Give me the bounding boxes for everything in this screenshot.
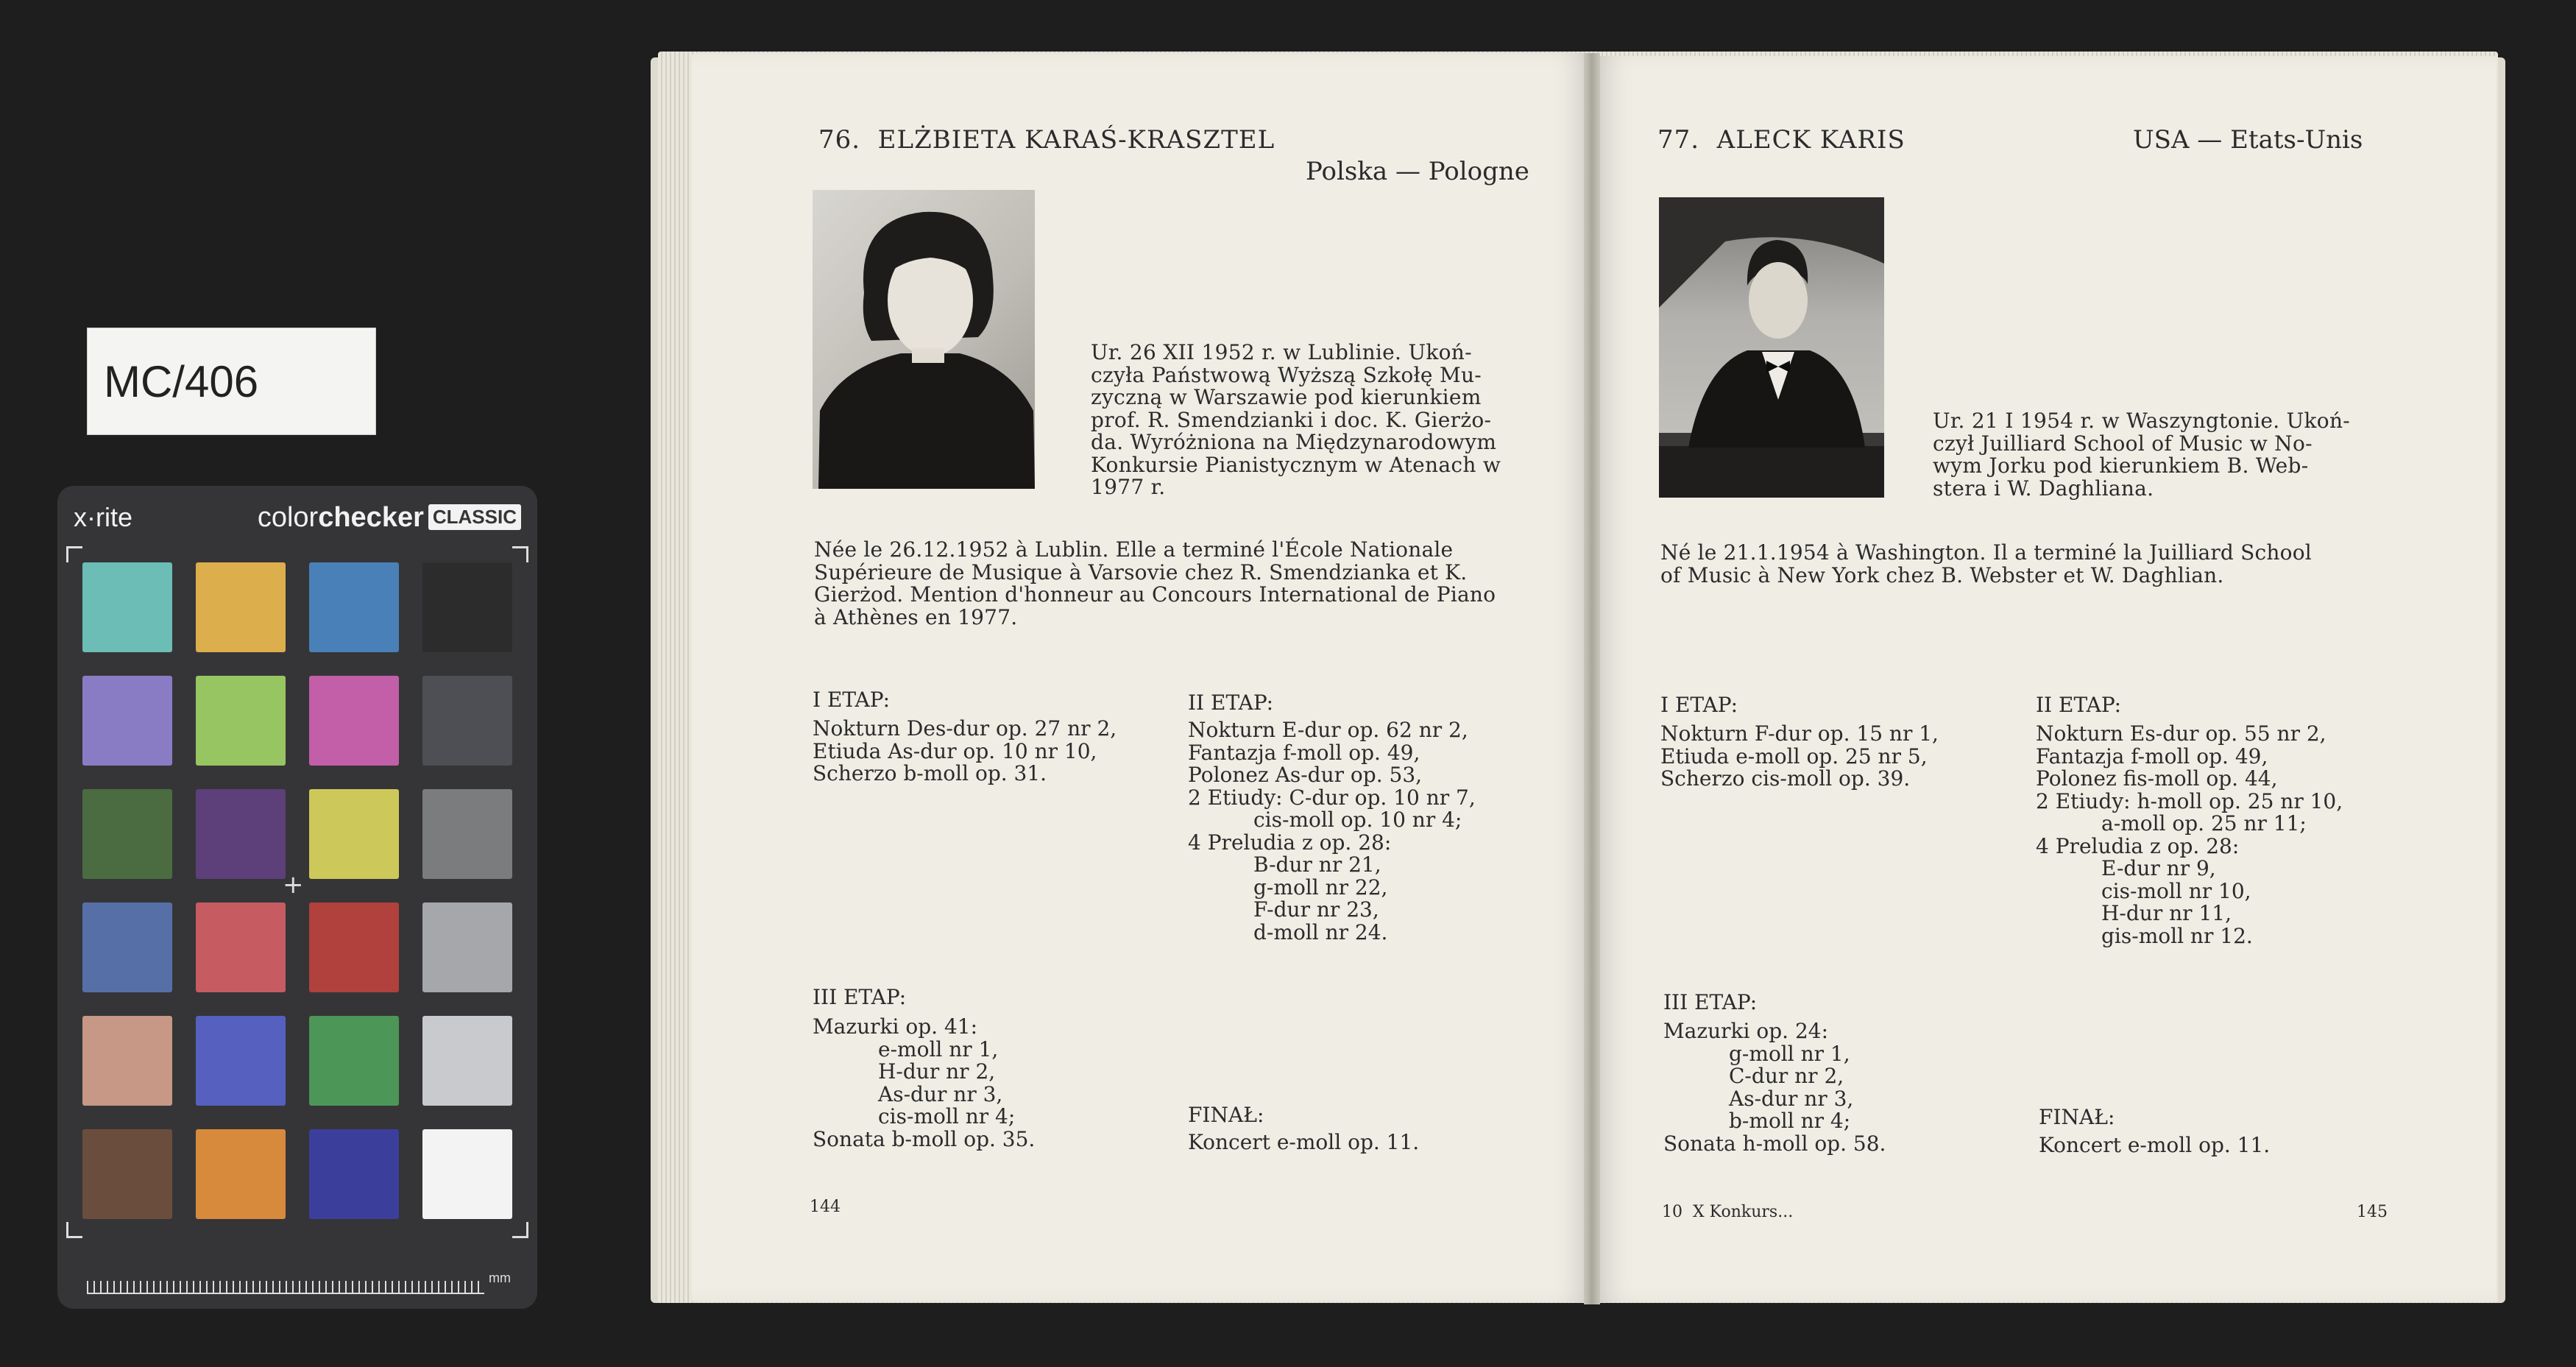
- text-line: Polonez fis-moll op. 44,: [2036, 766, 2278, 791]
- text-line: 2 Etiudy: h-moll op. 25 nr 10,: [2036, 788, 2343, 813]
- color-swatch: [422, 676, 512, 766]
- portrait-photo-karas-krasztel: [813, 190, 1035, 489]
- text-line: 4 Preludia z op. 28:: [2036, 833, 2240, 858]
- etap1-title-left: I ETAP:: [813, 688, 891, 712]
- etap3-title-left: III ETAP:: [813, 985, 907, 1009]
- signature-mark: 10 X Konkurs...: [1662, 1203, 1794, 1221]
- text-line: H-dur nr 2,: [813, 1059, 996, 1084]
- etap2-list-left: [1188, 719, 1476, 944]
- text-line: à Athènes en 1977.: [814, 604, 1018, 629]
- text-line: cis-moll nr 4;: [813, 1104, 1016, 1128]
- color-swatch: [309, 562, 399, 652]
- entry-heading-76: 76. ELŻBIETA KARAŚ-KRASZTEL: [818, 125, 1275, 155]
- color-swatch: [309, 1129, 399, 1219]
- text-line: As-dur nr 3,: [1663, 1086, 1854, 1111]
- text-line: czyła Państwową Wyższą Szkołę Mu-: [1091, 362, 1482, 387]
- text-line: stera i W. Daghliana.: [1933, 476, 2154, 501]
- mm-ruler: [87, 1272, 484, 1294]
- text-line: As-dur nr 3,: [813, 1081, 1003, 1106]
- text-line: wym Jorku pod kierunkiem B. Web-: [1933, 453, 2309, 478]
- etap3-list-left: [813, 1016, 1035, 1151]
- etap1-list-left: [813, 718, 1117, 785]
- color-checker-card: [57, 486, 537, 1309]
- color-swatch: [422, 902, 512, 992]
- text-line: da. Wyróżniona na Międzynarodowym: [1091, 430, 1497, 454]
- color-swatch: [196, 676, 286, 766]
- final-list-right: [2039, 1134, 2270, 1157]
- color-swatch: [82, 902, 172, 992]
- etap3-title-right: III ETAP:: [1663, 990, 1758, 1014]
- text-line: e-moll nr 1,: [813, 1036, 999, 1062]
- text-line: Gierżod. Mention d'honneur au Concours International de Piano: [814, 582, 1496, 607]
- etap3-list-right: [1663, 1020, 1886, 1155]
- country-right: USA — Etats-Unis: [2133, 125, 2363, 155]
- bio-polish-left: [1091, 342, 1501, 499]
- text-line: C-dur nr 2,: [1663, 1064, 1844, 1088]
- text-line: Etiuda As-dur op. 10 nr 10,: [813, 738, 1097, 763]
- text-line: Ur. 26 XII 1952 r. w Lublinie. Ukoń-: [1091, 340, 1472, 364]
- color-swatch: [309, 789, 399, 879]
- corner-mark-top-left: [66, 546, 82, 562]
- text-line: gis-moll nr 12.: [2036, 923, 2253, 948]
- text-line: Sonata h-moll op. 58.: [1663, 1131, 1886, 1156]
- text-line: Ur. 21 I 1954 r. w Waszyngtonie. Ukoń-: [1933, 409, 2351, 433]
- text-line: Etiuda e-moll op. 25 nr 5,: [1660, 743, 1928, 769]
- color-swatch: [422, 789, 512, 879]
- text-line: Koncert e-moll op. 11.: [2039, 1133, 2271, 1157]
- text-line: prof. R. Smendzianki i doc. K. Gierżo-: [1091, 407, 1492, 432]
- text-line: Fantazja f-moll op. 49,: [2036, 743, 2268, 769]
- color-swatch: [196, 1016, 286, 1106]
- final-list-left: [1188, 1131, 1419, 1154]
- corner-mark-bottom-right: [512, 1222, 528, 1238]
- text-line: Nokturn Des-dur op. 27 nr 2,: [813, 716, 1117, 741]
- text-line: Nokturn F-dur op. 15 nr 1,: [1660, 721, 1939, 746]
- book-gutter: [1584, 53, 1600, 1304]
- color-swatch: [82, 1016, 172, 1106]
- entry-heading-77: 77. ALECK KARIS: [1657, 125, 1906, 155]
- product-bold: checker: [318, 502, 424, 533]
- text-line: g-moll nr 1,: [1663, 1041, 1850, 1066]
- text-line: H-dur nr 11,: [2036, 901, 2232, 925]
- text-line: Mazurki op. 41:: [813, 1014, 977, 1039]
- xrite-logo: x·rite: [74, 502, 132, 532]
- text-line: Scherzo b-moll op. 31.: [813, 761, 1047, 785]
- final-title-left: FINAŁ:: [1188, 1103, 1264, 1127]
- color-swatch: [196, 1129, 286, 1219]
- color-swatch: [422, 562, 512, 652]
- corner-mark-bottom-left: [66, 1222, 82, 1238]
- etap1-list-right: [1660, 723, 1939, 791]
- text-line: czył Juilliard School of Music w No-: [1933, 431, 2313, 456]
- bio-french-right: [1660, 542, 2312, 587]
- text-line: a-moll op. 25 nr 11;: [2036, 811, 2307, 836]
- crosshair-icon: +: [283, 870, 304, 900]
- text-line: B-dur nr 21,: [1188, 852, 1381, 877]
- text-line: of Music à New York chez B. Webster et W. Daghlian.: [1660, 562, 2224, 587]
- etap1-title-right: I ETAP:: [1660, 693, 1738, 717]
- color-swatch: [82, 789, 172, 879]
- corner-mark-top-right: [512, 546, 528, 562]
- color-swatch: [82, 562, 172, 652]
- text-line: Supérieure de Musique à Varsovie chez R. Smendzianka et K.: [814, 559, 1468, 584]
- final-title-right: FINAŁ:: [2039, 1105, 2115, 1129]
- archive-label-card: [87, 328, 376, 435]
- bio-polish-right: [1933, 410, 2350, 500]
- portrait-photo-karis: [1659, 197, 1884, 498]
- text-line: E-dur nr 9,: [2036, 856, 2216, 880]
- text-line: Konkursie Pianistycznym w Atenach w: [1091, 452, 1501, 477]
- text-line: Fantazja f-moll op. 49,: [1188, 740, 1420, 765]
- page-number-right: 145: [2357, 1203, 2388, 1221]
- text-line: zyczną w Warszawie pod kierunkiem: [1091, 385, 1482, 409]
- colorchecker-wordmark: [258, 502, 521, 534]
- text-line: Scherzo cis-moll op. 39.: [1660, 766, 1911, 791]
- text-line: Nokturn E-dur op. 62 nr 2,: [1188, 718, 1468, 742]
- text-line: d-moll nr 24.: [1188, 919, 1388, 944]
- text-line: cis-moll nr 10,: [2036, 878, 2251, 903]
- ruler-unit-label: mm: [489, 1271, 511, 1285]
- etap2-list-right: [2036, 723, 2343, 947]
- color-swatch: [309, 902, 399, 992]
- color-swatch: [309, 1016, 399, 1106]
- text-line: 4 Preludia z op. 28:: [1188, 830, 1392, 855]
- text-line: Koncert e-moll op. 11.: [1188, 1130, 1420, 1154]
- text-line: Mazurki op. 24:: [1663, 1019, 1828, 1043]
- text-line: cis-moll op. 10 nr 4;: [1188, 808, 1462, 832]
- bio-french-left: [814, 539, 1496, 629]
- product-prefix: color: [257, 502, 319, 533]
- etap2-title-left: II ETAP:: [1188, 690, 1274, 715]
- color-swatch: [82, 1129, 172, 1219]
- text-line: g-moll nr 22,: [1188, 875, 1388, 900]
- text-line: 2 Etiudy: C-dur op. 10 nr 7,: [1188, 785, 1476, 810]
- text-line: Polonez As-dur op. 53,: [1188, 763, 1423, 787]
- color-swatch: [309, 676, 399, 766]
- color-swatch: [422, 1129, 512, 1219]
- text-line: F-dur nr 23,: [1188, 897, 1379, 922]
- page-number-left: 144: [810, 1198, 841, 1216]
- product-tag: CLASSIC: [428, 504, 521, 530]
- text-line: 1977 r.: [1091, 475, 1166, 499]
- country-left: Polska — Pologne: [1306, 157, 1529, 186]
- etap2-title-right: II ETAP:: [2036, 693, 2122, 717]
- color-swatch: [422, 1016, 512, 1106]
- color-swatch: [196, 789, 286, 879]
- color-swatch: [196, 902, 286, 992]
- text-line: b-moll nr 4;: [1663, 1109, 1851, 1133]
- text-line: Née le 26.12.1952 à Lublin. Elle a terminé l'École Nationale: [814, 537, 1454, 562]
- text-line: Né le 21.1.1954 à Washington. Il a terminé la Juilliard School: [1660, 540, 2312, 565]
- text-line: Sonata b-moll op. 35.: [813, 1126, 1036, 1151]
- archive-label-text: MC/406: [104, 357, 259, 406]
- text-line: Nokturn Es-dur op. 55 nr 2,: [2036, 721, 2326, 746]
- color-swatch: [82, 676, 172, 766]
- color-swatch: [196, 562, 286, 652]
